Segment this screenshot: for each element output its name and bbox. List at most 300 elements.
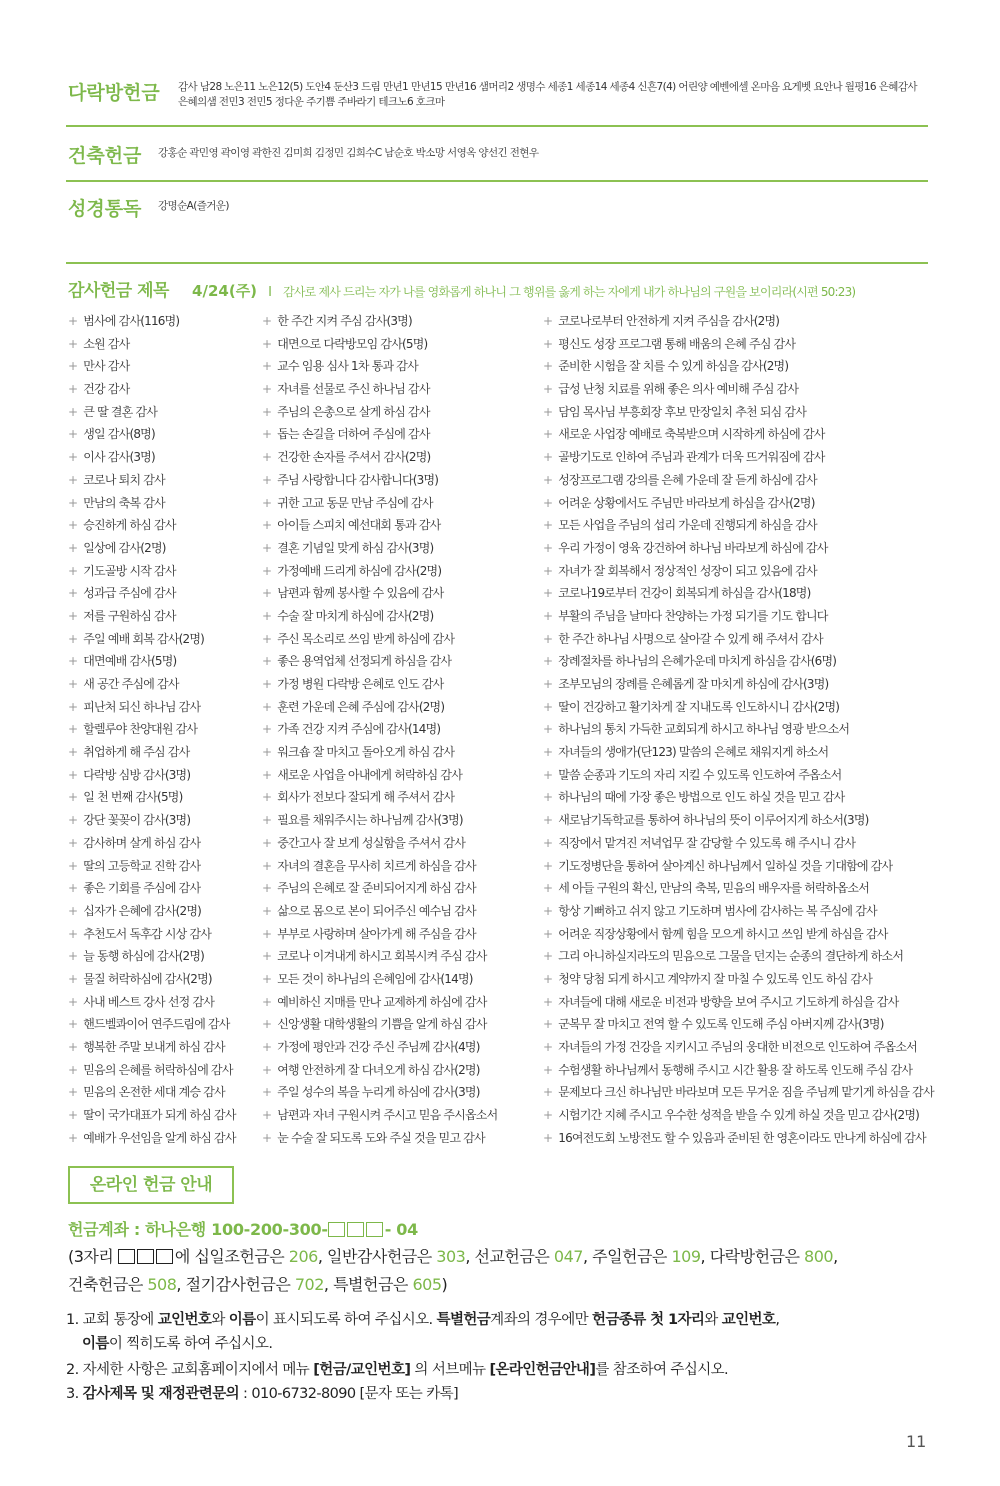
plus-icon: + (262, 1130, 272, 1145)
special-label: , 특별헌금은 (323, 1275, 413, 1294)
plus-icon: + (68, 767, 78, 782)
build-code: 508 (147, 1275, 177, 1294)
thanks-item (543, 471, 934, 494)
thanks-item (68, 811, 236, 834)
plus-icon: + (543, 745, 553, 760)
thanks-item (68, 675, 236, 698)
thanks-item (543, 720, 934, 743)
thanks-item (262, 584, 497, 607)
account-line (68, 1217, 418, 1240)
plus-icon: + (543, 336, 553, 351)
plus-icon: + (543, 881, 553, 896)
page-number: 11 (906, 1432, 927, 1451)
note-bold: 교인번호 (721, 1312, 776, 1328)
plus-icon: + (262, 586, 272, 601)
plus-icon: + (262, 994, 272, 1009)
note-bold: 이름 (228, 1312, 256, 1328)
online-offering-title: 온라인 헌금 안내 (68, 1166, 234, 1204)
plus-icon: + (262, 881, 272, 896)
thanks-item-text: 여행 안전하게 잘 다녀오게 하심 감사(2명) (277, 1062, 480, 1077)
thanks-item (262, 1129, 497, 1152)
thanks-item (543, 925, 934, 948)
plus-icon: + (262, 540, 272, 555)
plus-icon: + (262, 450, 272, 465)
thanks-item-text: 가정 병원 다락방 은혜로 인도 감사 (277, 677, 444, 691)
mission-label: , 선교헌금은 (465, 1247, 554, 1266)
plus-icon: + (68, 677, 78, 691)
thanks-item-text: 다락방 심방 감사(3명) (83, 767, 191, 782)
thanks-item (68, 1038, 236, 1061)
divider (66, 180, 928, 182)
thanks-item-text: 건강 감사 (83, 382, 130, 397)
thanks-item (68, 698, 236, 721)
thanks-item-text: 만남의 축복 감사 (83, 495, 165, 510)
thanks-item (262, 675, 497, 698)
plus-icon: + (68, 881, 78, 896)
thanks-item (68, 403, 236, 426)
thanks-item (543, 630, 934, 653)
thanks-item (262, 539, 497, 562)
separator: I (268, 285, 272, 300)
plus-icon: + (262, 654, 272, 669)
thanks-item (68, 562, 236, 585)
thanks-item-text: 성장프로그램 강의를 은혜 가운데 잘 듣게 하심에 감사 (558, 472, 817, 487)
thanks-item (68, 834, 236, 857)
offering-codes-line2 (68, 1272, 447, 1295)
thanks-item-text: 코로나 이겨내게 하시고 회복시켜 주심 감사 (277, 949, 487, 964)
account-suffix: - 04 (384, 1220, 418, 1239)
thanks-item-text: 저를 구원하심 감사 (83, 608, 176, 623)
thanks-item (543, 1015, 934, 1038)
plus-icon: + (543, 314, 553, 328)
thanks-item-text: 남편과 함께 봉사할 수 있음에 감사 (277, 586, 444, 601)
thanks-item-text: 교수 임용 심사 1차 통과 감사 (277, 359, 418, 374)
plus-icon: + (68, 631, 78, 646)
thanks-item-text: 청약 당첨 되게 하시고 계약까지 잘 마칠 수 있도록 인도 하심 감사 (558, 971, 873, 986)
thanks-item-text: 담임 목사님 부흥회장 후보 만장일치 추천 되심 감사 (558, 404, 807, 419)
thanks-item-text: 자녀들의 생애가(단123) 말씀의 은혜로 채워지게 하소서 (558, 745, 829, 760)
digit-box (118, 1249, 135, 1264)
plus-icon: + (68, 949, 78, 964)
thanks-item (543, 993, 934, 1016)
thanks-item (68, 970, 236, 993)
thanks-item-text: 생일 감사(8명) (83, 427, 155, 442)
plus-icon: + (68, 586, 78, 601)
plus-icon: + (68, 540, 78, 555)
plus-icon: + (543, 495, 553, 510)
thanks-item (68, 652, 236, 675)
thanks-item (543, 1061, 934, 1084)
thanks-item-text: 예비하신 지매를 만나 교제하게 하심에 감사 (277, 994, 487, 1009)
thanks-item-text: 자녀를 선물로 주신 하나님 감사 (277, 382, 430, 397)
season-code: 702 (294, 1275, 324, 1294)
thanks-item (543, 834, 934, 857)
thanks-item-text: 예배가 우선임을 알게 하심 감사 (83, 1130, 236, 1145)
thanks-item (68, 1083, 236, 1106)
thanks-item-text: 딸의 고등학교 진학 감사 (83, 858, 201, 873)
plus-icon: + (543, 404, 553, 419)
thanks-item (543, 743, 934, 766)
plus-icon: + (543, 677, 553, 691)
thanks-item-text: 주님의 은혜로 잘 준비되어지게 하심 감사 (277, 881, 476, 896)
note-text: , (775, 1312, 780, 1328)
thanks-item-text: 대면으로 다락방모임 감사(5명) (277, 336, 428, 351)
thanks-item-text: 추천도서 독후감 시상 감사 (83, 926, 212, 941)
thanks-item-text: 감사하며 살게 하심 감사 (83, 835, 201, 850)
divider (66, 262, 928, 264)
thanks-item (68, 857, 236, 880)
darakbang-list-line2: 은혜의샘 전민3 전민5 정다운 주기쁨 주바라기 테크노6 호크마 (178, 96, 445, 108)
tithe-code: 206 (288, 1247, 318, 1266)
thanks-item-text: 아이들 스피치 예선대회 통과 감사 (277, 518, 441, 533)
thanks-item (68, 947, 236, 970)
special-code: 605 (412, 1275, 442, 1294)
thanks-item-text: 범사에 감사(116명) (83, 314, 180, 328)
plus-icon: + (543, 586, 553, 601)
thanks-item (68, 743, 236, 766)
thanks-item-text: 큰 딸 결혼 감사 (83, 404, 158, 419)
codes-open: (3자리 (68, 1247, 118, 1266)
thanks-item-text: 가족 건강 지켜 주심에 감사(14명) (277, 722, 441, 737)
thanks-item-text: 16여전도회 노방전도 할 수 있음과 준비된 한 영혼이라도 만나게 하심에 감사 (558, 1130, 926, 1145)
digit-box (366, 1222, 383, 1237)
thanks-item-text: 부활의 주님을 날마다 찬양하는 가정 되기를 기도 합니다 (558, 608, 828, 623)
thanks-item (262, 471, 497, 494)
bible-list: 강명순A(즐거운) (158, 200, 229, 212)
thanks-item (68, 1129, 236, 1152)
thanks-item-text: 말씀 순종과 기도의 자리 지킬 수 있도록 인도하여 주옵소서 (558, 767, 842, 782)
thanks-item-text: 중간고사 잘 보게 성실함을 주셔서 감사 (277, 835, 466, 850)
thanks-item-text: 하나님의 통치 가득한 교회되게 하시고 하나님 영광 받으소서 (558, 722, 850, 737)
thanks-item-text: 돕는 손길을 더하여 주심에 감사 (277, 427, 430, 442)
note-bold: [헌금/교인번호] (313, 1362, 411, 1378)
thanks-item (543, 766, 934, 789)
season-label: , 절기감사헌금은 (176, 1275, 295, 1294)
plus-icon: + (68, 1108, 78, 1123)
plus-icon: + (543, 971, 553, 986)
thanks-item (68, 357, 236, 380)
thanks-item-text: 자녀가 잘 회복해서 정상적인 성장이 되고 있음에 감사 (558, 563, 817, 578)
thanks-item-text: 주님 사랑합니다 감사합니다(3명) (277, 472, 439, 487)
thanks-item-text: 준비한 시험을 잘 치를 수 있게 하심을 감사(2명) (558, 359, 789, 374)
plus-icon: + (68, 563, 78, 578)
plus-icon: + (543, 472, 553, 487)
thanks-item-text: 좋은 용역업체 선정되게 하심을 감사 (277, 654, 452, 669)
thanks-item (68, 630, 236, 653)
thanks-item (68, 312, 236, 335)
note-text: : 010-6732-8090 [문자 또는 카톡] (239, 1386, 459, 1402)
thanks-item-text: 군복무 잘 마치고 전역 할 수 있도록 인도해 주심 아버지께 감사(3명) (558, 1017, 884, 1032)
thanks-item (262, 425, 497, 448)
plus-icon: + (262, 359, 272, 374)
plus-icon: + (68, 427, 78, 442)
thanks-item (262, 947, 497, 970)
note-text: 1. 교회 통장에 (66, 1312, 158, 1328)
thanks-item-text: 좋은 기회를 주심에 감사 (83, 881, 201, 896)
plus-icon: + (68, 359, 78, 374)
thanks-item (543, 607, 934, 630)
plus-icon: + (68, 813, 78, 828)
thanks-item (262, 766, 497, 789)
thanks-item (68, 1061, 236, 1084)
thanks-item (262, 698, 497, 721)
note-text: 이 표시되도록 하여 주십시오. (255, 1312, 437, 1328)
thanks-item-text: 늘 동행 하심에 감사(2명) (83, 949, 205, 964)
plus-icon: + (543, 949, 553, 964)
plus-icon: + (262, 971, 272, 986)
thanks-item (68, 380, 236, 403)
thanks-item (543, 1129, 934, 1152)
thanks-item-text: 귀한 고교 동문 만남 주심에 감사 (277, 495, 433, 510)
thanks-item-text: 사내 베스트 강사 선정 감사 (83, 994, 215, 1009)
thanks-item-text: 가정예배 드리게 하심에 감사(2명) (277, 563, 442, 578)
thanks-item-text: 새로운 사업장 예배로 축복받으며 시작하게 하심에 감사 (558, 427, 825, 442)
plus-icon: + (68, 450, 78, 465)
thanks-item (68, 516, 236, 539)
plus-icon: + (543, 1040, 553, 1054)
sunday-code: 109 (671, 1247, 701, 1266)
thanks-item-text: 기도골방 시작 감사 (83, 563, 176, 578)
thanks-item-text: 주일 성수의 복을 누리게 하심에 감사(3명) (277, 1085, 480, 1100)
thanks-item-text: 평신도 성장 프로그램 통해 배움의 은혜 주심 감사 (558, 336, 796, 351)
thanks-item (262, 993, 497, 1016)
thanks-item (68, 925, 236, 948)
thanks-item (543, 1106, 934, 1129)
thanks-item-text: 만사 감사 (83, 359, 130, 374)
plus-icon: + (262, 314, 272, 328)
plus-icon: + (543, 994, 553, 1009)
plus-icon: + (543, 1130, 553, 1145)
plus-icon: + (543, 518, 553, 533)
note-bold: 감사제목 및 재정관련문의 (82, 1386, 240, 1402)
thanks-item-text: 일상에 감사(2명) (83, 540, 166, 555)
thanks-item (262, 403, 497, 426)
digit-box (347, 1222, 364, 1237)
codes-mid: 에 십일조헌금은 (174, 1247, 289, 1266)
plus-icon: + (68, 1040, 78, 1054)
thanks-item (262, 652, 497, 675)
thanks-item (262, 720, 497, 743)
thanks-item-text: 승진하게 하심 감사 (83, 518, 176, 533)
plus-icon: + (262, 835, 272, 850)
plus-icon: + (262, 949, 272, 964)
thanks-item (543, 1038, 934, 1061)
plus-icon: + (262, 813, 272, 828)
thanks-item (68, 448, 236, 471)
thanks-item (262, 743, 497, 766)
thanks-item-text: 그리 아니하실지라도의 믿음으로 그물을 던지는 순종의 결단하게 하소서 (558, 949, 904, 964)
thanks-item-text: 시험기간 지혜 주시고 우수한 성적을 받을 수 있게 하실 것을 믿고 감사(2명) (558, 1108, 919, 1123)
plus-icon: + (68, 903, 78, 918)
thanks-item (543, 698, 934, 721)
thanks-item (262, 516, 497, 539)
plus-icon: + (262, 1017, 272, 1032)
plus-icon: + (262, 1085, 272, 1100)
note-bold: [온라인헌금안내] (489, 1362, 596, 1378)
thanks-item (68, 471, 236, 494)
thanks-item (262, 607, 497, 630)
thanks-item (543, 335, 934, 358)
thanks-item (543, 312, 934, 335)
thanks-item-text: 훈련 가운데 은혜 주심에 감사(2명) (277, 699, 445, 714)
thanks-item-text: 눈 수술 잘 되도록 도와 주실 것을 믿고 감사 (277, 1130, 485, 1145)
plus-icon: + (543, 767, 553, 782)
plus-icon: + (262, 745, 272, 760)
mission-code: 047 (553, 1247, 583, 1266)
plus-icon: + (262, 472, 272, 487)
thanks-item (262, 1061, 497, 1084)
plus-icon: + (543, 926, 553, 941)
thanks-item-text: 십자가 은혜에 감사(2명) (83, 903, 202, 918)
thanks-item (543, 539, 934, 562)
build-label: 건축헌금은 (68, 1275, 148, 1294)
plus-icon: + (543, 835, 553, 850)
thanks-item-text: 믿음의 온전한 세대 계승 감사 (83, 1085, 225, 1100)
building-title: 건축헌금 (68, 145, 142, 167)
plus-icon: + (543, 1108, 553, 1123)
thanks-item (262, 494, 497, 517)
plus-icon: + (262, 1062, 272, 1077)
thanks-item-text: 남편과 자녀 구원시켜 주시고 믿음 주시옵소서 (277, 1108, 498, 1123)
thanks-item-text: 모든 사업을 주님의 섭리 가운데 진행되게 하심을 감사 (558, 518, 817, 533)
thanks-item-text: 세 아들 구원의 확신, 만남의 축복, 믿음의 배우자를 허락하옵소서 (558, 881, 870, 896)
plus-icon: + (543, 858, 553, 873)
thanks-item-text: 물질 허락하심에 감사(2명) (83, 971, 212, 986)
darak-label: , 다락방헌금은 (700, 1247, 805, 1266)
thanks-item (262, 1038, 497, 1061)
thanks-item-text: 한 주간 지켜 주심 감사(3명) (277, 314, 412, 328)
thanks-item-text: 새로남기독학교를 통하여 하나님의 뜻이 이루어지게 하소서(3명) (558, 813, 869, 828)
thanks-item (543, 857, 934, 880)
plus-icon: + (262, 858, 272, 873)
darak-code: 800 (804, 1247, 834, 1266)
sunday-label: , 주일헌금은 (582, 1247, 672, 1266)
plus-icon: + (262, 563, 272, 578)
note-text: 의 서브메뉴 (410, 1362, 490, 1378)
thanks-item (543, 652, 934, 675)
thanks-item-text: 우리 가정이 영육 강건하여 하나님 바라보게 하심에 감사 (558, 540, 828, 555)
thanks-item (262, 1083, 497, 1106)
note-text: 3. (66, 1386, 83, 1402)
building-list: 강홍순 곽민영 곽이영 곽한진 김미희 김정민 김희수C 남순호 박소망 서영옥 양선긴 전현우 (158, 147, 539, 159)
thanks-item (68, 425, 236, 448)
plus-icon: + (262, 427, 272, 442)
thanks-item-text: 코로나로부터 안전하게 지켜 주심을 감사(2명) (558, 314, 780, 328)
plus-icon: + (68, 1062, 78, 1077)
thanks-item-text: 딸이 건강하고 활기차게 잘 지내도록 인도하시니 감사(2명) (558, 699, 840, 714)
thanks-item-text: 가정에 평안과 건강 주신 주님께 감사(4명) (277, 1040, 480, 1054)
plus-icon: + (262, 767, 272, 782)
note-bold: 헌금종류 첫 1자리 (592, 1312, 705, 1328)
thanks-item (543, 584, 934, 607)
thanks-item (543, 902, 934, 925)
thanks-item (68, 902, 236, 925)
thanks-item (68, 766, 236, 789)
thanks-item-text: 딸이 국가대표가 되게 하심 감사 (83, 1108, 236, 1123)
thanks-item (543, 879, 934, 902)
thanks-item (543, 516, 934, 539)
thanks-item (262, 925, 497, 948)
thanks-item-text: 한 주간 하나님 사명으로 살아갈 수 있게 해 주셔서 감사 (558, 631, 823, 646)
plus-icon: + (262, 926, 272, 941)
plus-icon: + (543, 540, 553, 555)
thanks-item (262, 380, 497, 403)
plus-icon: + (68, 518, 78, 533)
thanks-item-text: 장례절차를 하나님의 은혜가운데 마치게 하심을 감사(6명) (558, 654, 837, 669)
thanks-item (68, 539, 236, 562)
thanks-item (262, 1106, 497, 1129)
plus-icon: + (262, 404, 272, 419)
thanks-item-text: 결혼 기념일 맞게 하심 감사(3명) (277, 540, 434, 555)
note-3 (66, 1382, 458, 1403)
thanks-item-text: 새 공간 주심에 감사 (83, 677, 179, 691)
thanks-item (68, 584, 236, 607)
plus-icon: + (262, 699, 272, 714)
note-bold: 교인번호 (157, 1312, 212, 1328)
general-code: 303 (436, 1247, 466, 1266)
plus-icon: + (543, 813, 553, 828)
thanks-item-text: 자녀들의 가정 건강을 지키시고 주님의 웅대한 비전으로 인도하여 주옵소서 (558, 1040, 917, 1054)
plus-icon: + (262, 790, 272, 805)
thanks-item (543, 788, 934, 811)
thanks-item (262, 879, 497, 902)
thanks-item (68, 335, 236, 358)
note-text: 와 (704, 1312, 722, 1328)
thanks-item-text: 자녀들에 대해 새로운 비전과 방향을 보여 주시고 기도하게 하심을 감사 (558, 994, 899, 1009)
plus-icon: + (68, 722, 78, 737)
thanks-item-text: 직장에서 맡겨진 저녁업무 잘 감당할 수 있도록 해 주시니 감사 (558, 835, 856, 850)
thanks-item-text: 하나님의 때에 가장 좋은 방법으로 인도 하실 것을 믿고 감사 (558, 790, 845, 805)
thanks-item (262, 788, 497, 811)
plus-icon: + (262, 631, 272, 646)
thanks-column-1 (68, 312, 236, 1151)
plus-icon: + (262, 677, 272, 691)
thanks-item-text: 주님의 은총으로 살게 하심 감사 (277, 404, 430, 419)
thanks-item (68, 1106, 236, 1129)
plus-icon: + (543, 1085, 553, 1100)
plus-icon: + (262, 608, 272, 623)
thanks-item (543, 947, 934, 970)
plus-icon: + (68, 336, 78, 351)
codes-close: ) (441, 1275, 448, 1294)
plus-icon: + (68, 1017, 78, 1032)
thanks-item-text: 부부로 사랑하며 살아가게 해 주심을 감사 (277, 926, 476, 941)
plus-icon: + (543, 722, 553, 737)
thanks-item-text: 성과급 주심에 감사 (83, 586, 176, 601)
thanks-item (543, 380, 934, 403)
thanks-item (68, 788, 236, 811)
thanks-item-text: 대면예배 감사(5명) (83, 654, 177, 669)
plus-icon: + (543, 359, 553, 374)
thanks-item-text: 수험생활 하나님께서 동행해 주시고 시간 활용 잘 하도록 인도해 주심 감사 (558, 1062, 913, 1077)
thanks-item-text: 항상 기뻐하고 쉬지 않고 기도하며 범사에 감사하는 복 주심에 감사 (558, 903, 877, 918)
thanks-item (68, 494, 236, 517)
thanks-item (262, 312, 497, 335)
thanks-item (262, 562, 497, 585)
digit-box (328, 1222, 345, 1237)
thanks-item-text: 핸드벨콰이어 연주드림에 감사 (83, 1017, 230, 1032)
thanks-item-text: 삶으로 몸으로 본이 되어주신 예수님 감사 (277, 903, 476, 918)
plus-icon: + (543, 427, 553, 442)
thanks-item (543, 562, 934, 585)
plus-icon: + (68, 1130, 78, 1145)
note-text: 2. 자세한 사항은 교회홈페이지에서 메뉴 (66, 1362, 314, 1378)
thanks-item-text: 건강한 손자를 주셔서 감사(2명) (277, 450, 431, 465)
plus-icon: + (543, 790, 553, 805)
thanks-item-text: 신앙생활 대학생활의 기쁨을 알게 하심 감사 (277, 1017, 487, 1032)
plus-icon: + (68, 835, 78, 850)
darakbang-title: 다락방헌금 (68, 82, 160, 104)
